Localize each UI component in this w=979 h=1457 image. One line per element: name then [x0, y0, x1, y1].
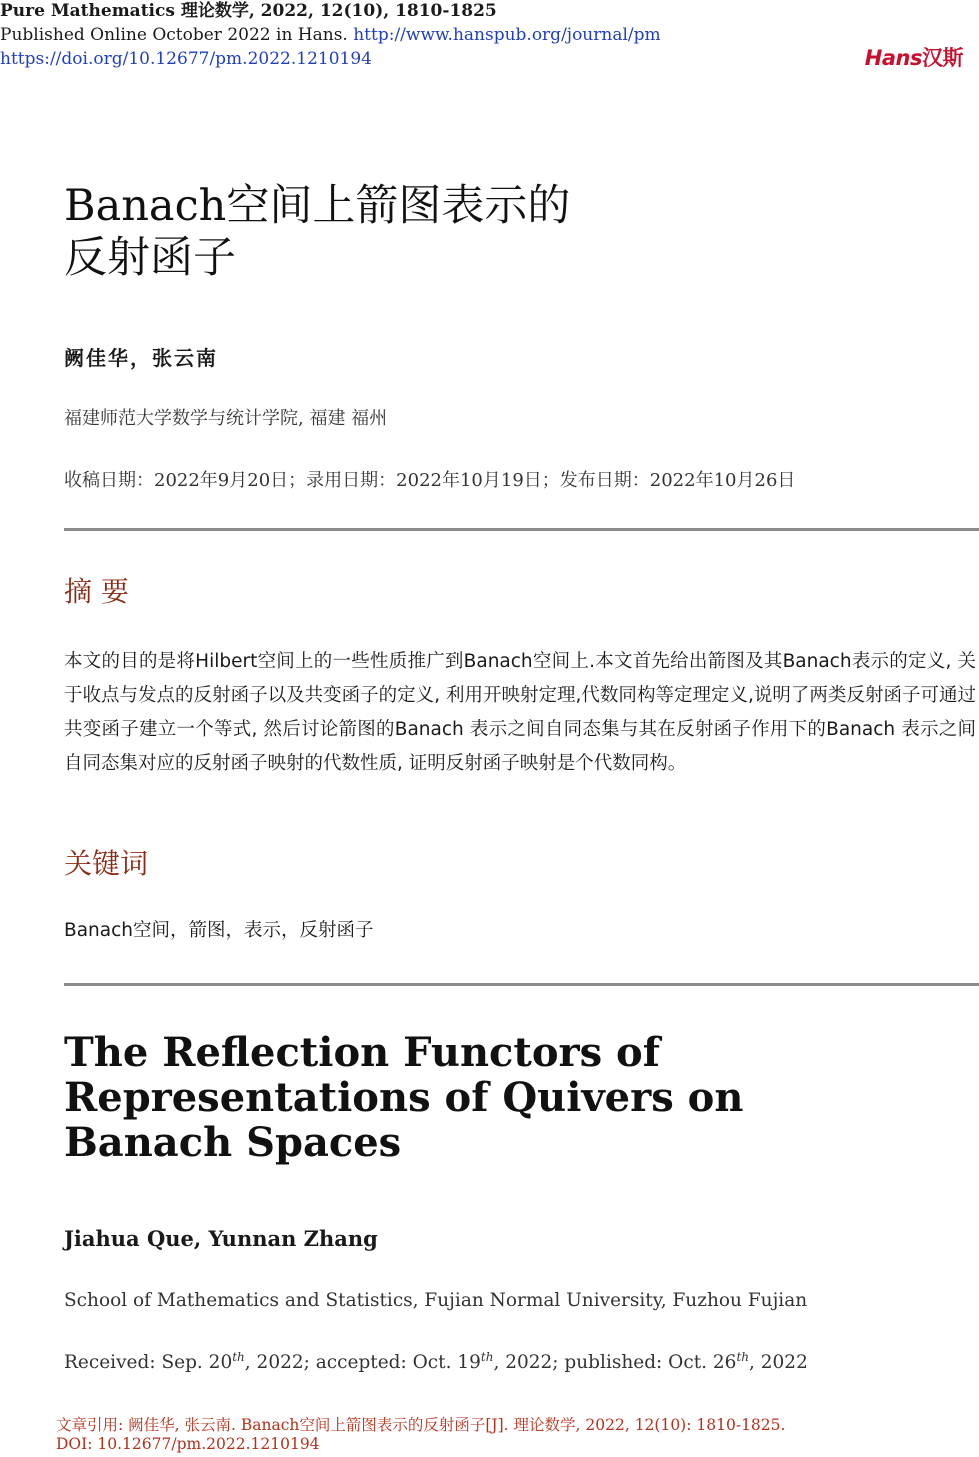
logo-cn: 汉斯 — [922, 46, 963, 70]
citation-doi: DOI: 10.12677/pm.2022.1210194 — [56, 1435, 320, 1453]
authors-cn: 阙佳华，张云南 — [64, 346, 218, 370]
title-en — [64, 1030, 944, 1165]
journal-url-link[interactable]: http://www.hanspub.org/journal/pm — [353, 25, 661, 45]
year-tail: , 2022 — [749, 1352, 808, 1374]
abstract-text: 本文的目的是将Hilbert空间上的一些性质推广到Banach空间上.本文首先给出箭图及其Banach表示的定义, 关于收点与发点的反射函子以及共变函子的定义, 利用开映射定理,代数同构等定理定义,说明了两类反射函子可通过共变函子建立一个等式, 然后讨论箭图的Banach 表示之间自同态集与其在反射函子作用下的Banach 表示之间自同态集对应的反射函子映射的代数性质, 证明反射函子映射是个代数同构。 — [64, 651, 976, 774]
title-cn — [64, 180, 570, 284]
divider-top — [64, 528, 979, 531]
title-cn-line1: Banach空间上箭图表示的 — [64, 181, 571, 231]
title-en-line2: Representations of Quivers on — [64, 1074, 744, 1121]
title-en-line3: Banach Spaces — [64, 1119, 402, 1166]
journal-line: Pure Mathematics 理论数学, 2022, 12(10), 1810-1825 — [0, 1, 497, 21]
published-line — [0, 24, 661, 46]
hans-logo — [865, 42, 963, 72]
affiliation-en: School of Mathematics and Statistics, Fujian Normal University, Fuzhou Fujian — [64, 1290, 808, 1311]
ordinal-published: th — [736, 1350, 749, 1364]
title-en-line1: The Reflection Functors of — [64, 1029, 660, 1076]
citation-line: 文章引用: 阙佳华, 张云南. Banach空间上箭图表示的反射函子[J]. 理论数学, 2022, 12(10): 1810-1825. — [56, 1416, 786, 1434]
accepted-label: , 2022; accepted: Oct. 19 — [244, 1352, 481, 1374]
abstract-heading: 摘 要 — [64, 575, 129, 608]
published-prefix: Published Online October 2022 in Hans. — [0, 25, 348, 45]
ordinal-accepted: th — [480, 1350, 494, 1364]
divider-bottom — [64, 983, 979, 986]
published-label: , 2022; published: Oct. 26 — [493, 1352, 737, 1374]
dates-en — [64, 1350, 808, 1373]
logo-latin: Hans — [864, 46, 922, 70]
authors-en: Jiahua Que, Yunnan Zhang — [64, 1226, 378, 1251]
dates-cn: 收稿日期：2022年9月20日；录用日期：2022年10月19日；发布日期：2022年10月26日 — [64, 470, 796, 491]
affiliation-cn: 福建师范大学数学与统计学院, 福建 福州 — [64, 408, 388, 429]
doi-url-link[interactable]: https://doi.org/10.12677/pm.2022.1210194 — [0, 49, 372, 69]
keywords-text: Banach空间，箭图，表示，反射函子 — [64, 920, 374, 941]
keywords-heading: 关键词 — [64, 847, 149, 880]
ordinal-received: th — [232, 1350, 245, 1364]
received-label: Received: Sep. 20 — [64, 1352, 233, 1374]
title-cn-line2: 反射函子 — [64, 233, 236, 283]
